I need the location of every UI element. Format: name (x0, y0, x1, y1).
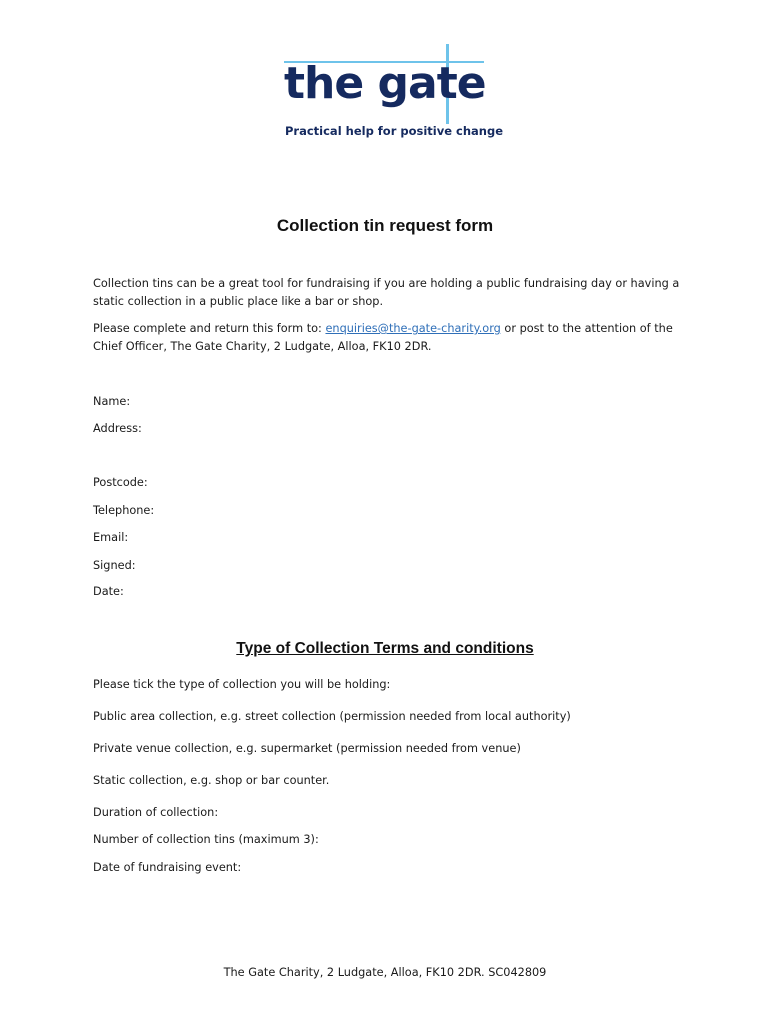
intro-paragraph: Collection tins can be a great tool for fundraising if you are holding a public fundraising day or having a static collection in a public place like a bar or shop. (93, 277, 680, 308)
signed-label: Signed: (93, 559, 136, 572)
tins-label: Number of collection tins (maximum 3): (93, 833, 319, 846)
return-suffix: or post to the attention of the Chief Officer, The Gate Charity, 2 Ludgate, Alloa, FK10 2DR. (93, 322, 673, 353)
option-static: Static collection, e.g. shop or bar counter. (93, 774, 330, 787)
tick-instruction: Please tick the type of collection you will be holding: (93, 678, 391, 691)
return-prefix: Please complete and return this form to: (93, 322, 326, 335)
event-date-label: Date of fundraising event: (93, 861, 242, 874)
option-private-venue: Private venue collection, e.g. supermarket (permission needed from venue) (93, 742, 521, 755)
telephone-label: Telephone: (93, 504, 155, 517)
page-footer: The Gate Charity, 2 Ludgate, Alloa, FK10 2DR. SC042809 (223, 966, 547, 979)
the-gate-logo (284, 40, 504, 142)
logo-wordmark: the gate (284, 58, 486, 109)
name-label: Name: (93, 395, 131, 408)
postcode-label: Postcode: (93, 476, 148, 489)
return-paragraph (93, 320, 683, 355)
logo-tagline: Practical help for positive change (285, 124, 504, 138)
option-public-area: Public area collection, e.g. street collection (permission needed from local authority) (93, 710, 571, 723)
address-label: Address: (93, 422, 142, 435)
date-label: Date: (93, 585, 124, 598)
email-label: Email: (93, 531, 129, 544)
duration-label: Duration of collection: (93, 806, 219, 819)
email-link[interactable]: enquiries@the-gate-charity.org (325, 322, 501, 335)
page-title: Collection tin request form (276, 216, 494, 235)
terms-title: Type of Collection Terms and conditions (236, 640, 534, 657)
